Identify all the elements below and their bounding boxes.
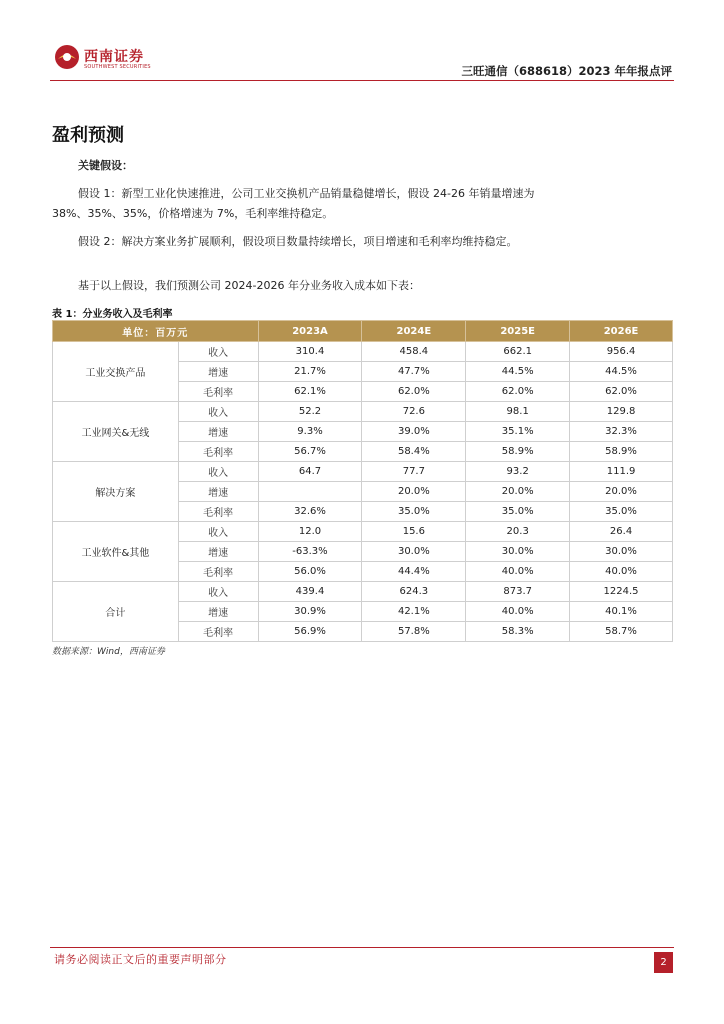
value-cell: 62.0% — [466, 382, 570, 402]
value-cell: 35.0% — [570, 502, 673, 522]
value-cell: 56.9% — [258, 622, 362, 642]
value-cell: 35.1% — [466, 422, 570, 442]
table-header-row — [53, 321, 673, 342]
table-caption: 表 1：分业务收入及毛利率 — [52, 309, 173, 320]
value-cell: 129.8 — [570, 402, 673, 422]
year-header: 2023A — [258, 321, 362, 342]
value-cell: 72.6 — [362, 402, 466, 422]
value-cell: 1224.5 — [570, 582, 673, 602]
metric-label-cell: 收入 — [178, 342, 258, 362]
value-cell: 58.9% — [466, 442, 570, 462]
value-cell: 439.4 — [258, 582, 362, 602]
value-cell: 52.2 — [258, 402, 362, 422]
value-cell: 310.4 — [258, 342, 362, 362]
value-cell: 30.0% — [570, 542, 673, 562]
value-cell: 35.0% — [362, 502, 466, 522]
value-cell: 9.3% — [258, 422, 362, 442]
report-title: 三旺通信（688618）2023 年年报点评 — [461, 64, 672, 78]
value-cell: 62.1% — [258, 382, 362, 402]
data-source-note: 数据来源：Wind，西南证券 — [52, 647, 165, 657]
table-row — [53, 342, 673, 362]
metric-label-cell: 增速 — [178, 362, 258, 382]
value-cell: 111.9 — [570, 462, 673, 482]
segment-name-cell: 工业软件&其他 — [53, 522, 179, 582]
value-cell: 57.8% — [362, 622, 466, 642]
metric-label-cell: 毛利率 — [178, 562, 258, 582]
footer-disclaimer: 请务必阅读正文后的重要声明部分 — [54, 953, 227, 966]
page-number: 2 — [654, 952, 673, 973]
value-cell — [258, 482, 362, 502]
value-cell: 12.0 — [258, 522, 362, 542]
logo-emblem-icon — [54, 44, 80, 70]
value-cell: 58.9% — [570, 442, 673, 462]
segment-name-cell: 合计 — [53, 582, 179, 642]
logo-text-cn: 西南证券 — [84, 49, 144, 65]
value-cell: 56.0% — [258, 562, 362, 582]
metric-label-cell: 收入 — [178, 582, 258, 602]
logo-text-en: SOUTHWEST SECURITIES — [84, 64, 151, 70]
unit-header: 单位：百万元 — [53, 321, 259, 342]
metric-label-cell: 收入 — [178, 522, 258, 542]
value-cell: 58.3% — [466, 622, 570, 642]
value-cell: 20.0% — [570, 482, 673, 502]
assumption-2-paragraph: 假设 2：解决方案业务扩展顺利，假设项目数量持续增长，项目增速和毛利率均维持稳定。 — [78, 235, 518, 248]
key-assumptions-label: 关键假设： — [78, 159, 133, 172]
assumption-1-paragraph: 假设 1：新型工业化快速推进，公司工业交换机产品销量稳健增长，假设 24-26 年销量增速为 38%、35%、35%，价格增速为 7%，毛利率维持稳定。 — [52, 187, 535, 220]
value-cell: 58.7% — [570, 622, 673, 642]
year-header: 2024E — [362, 321, 466, 342]
value-cell: -63.3% — [258, 542, 362, 562]
value-cell: 44.4% — [362, 562, 466, 582]
value-cell: 873.7 — [466, 582, 570, 602]
section-title: 盈利预测 — [52, 125, 124, 146]
value-cell: 26.4 — [570, 522, 673, 542]
value-cell: 40.0% — [570, 562, 673, 582]
value-cell: 30.9% — [258, 602, 362, 622]
forecast-intro-paragraph: 基于以上假设，我们预测公司 2024-2026 年分业务收入成本如下表： — [78, 279, 420, 292]
metric-label-cell: 增速 — [178, 542, 258, 562]
value-cell: 20.3 — [466, 522, 570, 542]
segment-name-cell: 工业网关&无线 — [53, 402, 179, 462]
value-cell: 64.7 — [258, 462, 362, 482]
value-cell: 30.0% — [466, 542, 570, 562]
value-cell: 62.0% — [570, 382, 673, 402]
value-cell: 20.0% — [466, 482, 570, 502]
segment-name-cell: 工业交换产品 — [53, 342, 179, 402]
metric-label-cell: 增速 — [178, 422, 258, 442]
footer-divider — [50, 947, 674, 948]
value-cell: 62.0% — [362, 382, 466, 402]
value-cell: 20.0% — [362, 482, 466, 502]
value-cell: 21.7% — [258, 362, 362, 382]
value-cell: 662.1 — [466, 342, 570, 362]
value-cell: 47.7% — [362, 362, 466, 382]
metric-label-cell: 收入 — [178, 402, 258, 422]
value-cell: 44.5% — [466, 362, 570, 382]
table-body — [53, 342, 673, 642]
table-row — [53, 462, 673, 482]
value-cell: 35.0% — [466, 502, 570, 522]
value-cell: 39.0% — [362, 422, 466, 442]
table-row — [53, 582, 673, 602]
metric-label-cell: 毛利率 — [178, 502, 258, 522]
header-divider — [50, 80, 674, 81]
table-row — [53, 402, 673, 422]
value-cell: 58.4% — [362, 442, 466, 462]
year-header: 2025E — [466, 321, 570, 342]
company-logo — [54, 44, 154, 74]
value-cell: 30.0% — [362, 542, 466, 562]
value-cell: 458.4 — [362, 342, 466, 362]
value-cell: 56.7% — [258, 442, 362, 462]
value-cell: 77.7 — [362, 462, 466, 482]
value-cell: 32.6% — [258, 502, 362, 522]
value-cell: 98.1 — [466, 402, 570, 422]
metric-label-cell: 增速 — [178, 482, 258, 502]
value-cell: 93.2 — [466, 462, 570, 482]
value-cell: 40.0% — [466, 602, 570, 622]
value-cell: 956.4 — [570, 342, 673, 362]
value-cell: 42.1% — [362, 602, 466, 622]
metric-label-cell: 毛利率 — [178, 622, 258, 642]
value-cell: 15.6 — [362, 522, 466, 542]
value-cell: 44.5% — [570, 362, 673, 382]
metric-label-cell: 收入 — [178, 462, 258, 482]
table-row — [53, 522, 673, 542]
metric-label-cell: 增速 — [178, 602, 258, 622]
metric-label-cell: 毛利率 — [178, 442, 258, 462]
segment-name-cell: 解决方案 — [53, 462, 179, 522]
year-header: 2026E — [570, 321, 673, 342]
value-cell: 40.1% — [570, 602, 673, 622]
metric-label-cell: 毛利率 — [178, 382, 258, 402]
value-cell: 624.3 — [362, 582, 466, 602]
value-cell: 40.0% — [466, 562, 570, 582]
value-cell: 32.3% — [570, 422, 673, 442]
segment-forecast-table — [52, 320, 673, 642]
